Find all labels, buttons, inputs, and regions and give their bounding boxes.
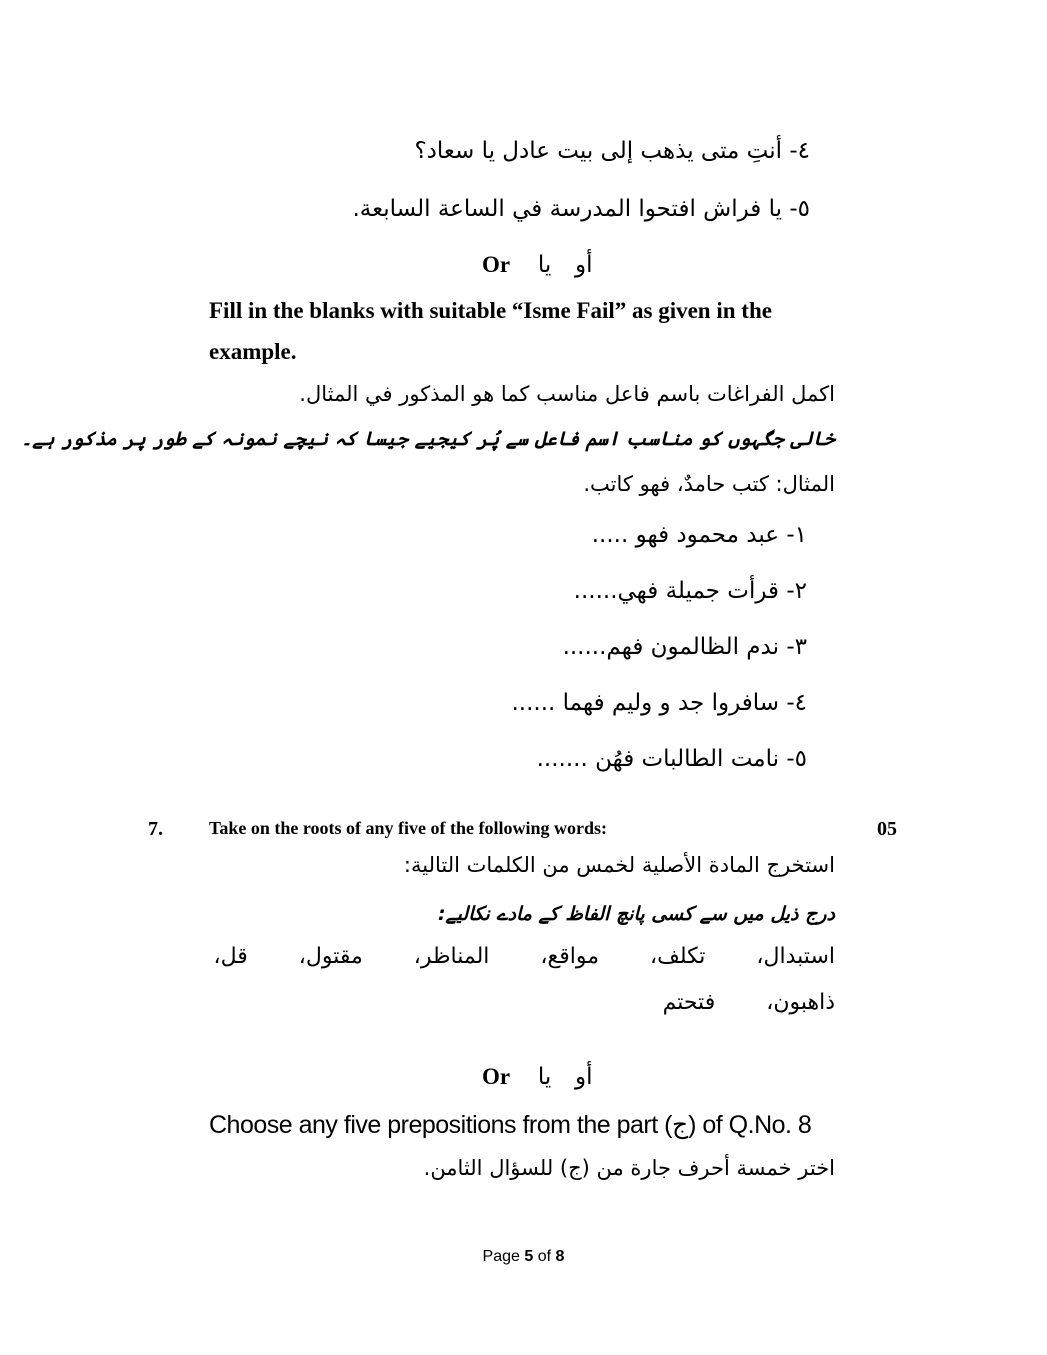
word-item: المناظر، (413, 944, 490, 969)
q7-instruction-urdu: درج ذیل میں سے کسی پانچ الفاظ کے مادے نکالیے: (437, 903, 835, 925)
page-number: 5 (524, 1248, 534, 1265)
instruction-ar: اكمل الفراغات باسم فاعل مناسب كما هو المذكور في المثال. (299, 382, 835, 406)
word-item: فتحتم (662, 990, 716, 1015)
word-item: مواقع، (540, 944, 599, 969)
sentence-item-4: ٤- أنتِ متى يذهب إلى بيت عادل يا سعاد؟ (414, 138, 810, 164)
words-row-1 (169, 944, 835, 969)
sentence-item-5: ٥- يا فراش افتحوا المدرسة في الساعة السابعة. (352, 196, 810, 222)
blank-item-2: ٢- قرأت جميلة فهي...... (573, 578, 807, 604)
instruction-en-line2: example. (209, 339, 297, 364)
or-urdu-label: یا (537, 252, 552, 278)
or-urdu-label: یا (537, 1064, 552, 1090)
or-en-label: Or (482, 252, 511, 277)
blank-item-5: ٥- نامت الطالبات فهُن ....... (536, 746, 807, 772)
or-ar-label: أو (575, 252, 593, 278)
instruction-en-line1: Fill in the blanks with suitable “Isme Fail” as given in the (209, 298, 772, 323)
or-ar-label: أو (575, 1064, 593, 1090)
example-line: المثال: كتب حامدٌ، فهو كاتب. (583, 472, 835, 496)
blank-item-1: ١- عبد محمود فهو ..... (591, 522, 807, 548)
words-row-2 (619, 990, 835, 1015)
or-separator-2 (482, 1064, 593, 1090)
q7-alt-en: Choose any five prepositions from the part (ج) of Q.No. 8 (209, 1111, 812, 1139)
question-marks: 05 (877, 818, 897, 840)
instruction-urdu: خالی جگہوں کو مناسب اسم فاعل سے پُر کیجیے جیسا کہ نیچے نمونہ کے طور پر مذکور ہے۔ (21, 428, 835, 450)
question-number: 7. (148, 818, 163, 840)
blank-item-4: ٤- سافروا جد و وليم فهما ...... (511, 690, 807, 716)
word-item: استبدال، (756, 944, 835, 969)
question-text-en: Take on the roots of any five of the following words: (209, 818, 608, 838)
word-item: قل، (213, 944, 248, 969)
word-item: تكلف، (649, 944, 706, 969)
q7-instruction-ar: استخرج المادة الأصلية لخمس من الكلمات التالية: (403, 853, 835, 877)
of-label: of (537, 1248, 552, 1265)
word-item: مقتول، (298, 944, 363, 969)
word-item: ذاهبون، (766, 990, 835, 1015)
page-total: 8 (555, 1248, 565, 1265)
or-separator-1 (482, 252, 593, 278)
or-en-label: Or (482, 1064, 511, 1089)
page-label: Page (482, 1248, 520, 1265)
blank-item-3: ٣- ندم الظالمون فهم...... (562, 634, 807, 660)
page-footer (0, 1248, 1047, 1266)
q7-alt-ar: اختر خمسة أحرف جارة من (ج) للسؤال الثامن. (423, 1156, 835, 1180)
